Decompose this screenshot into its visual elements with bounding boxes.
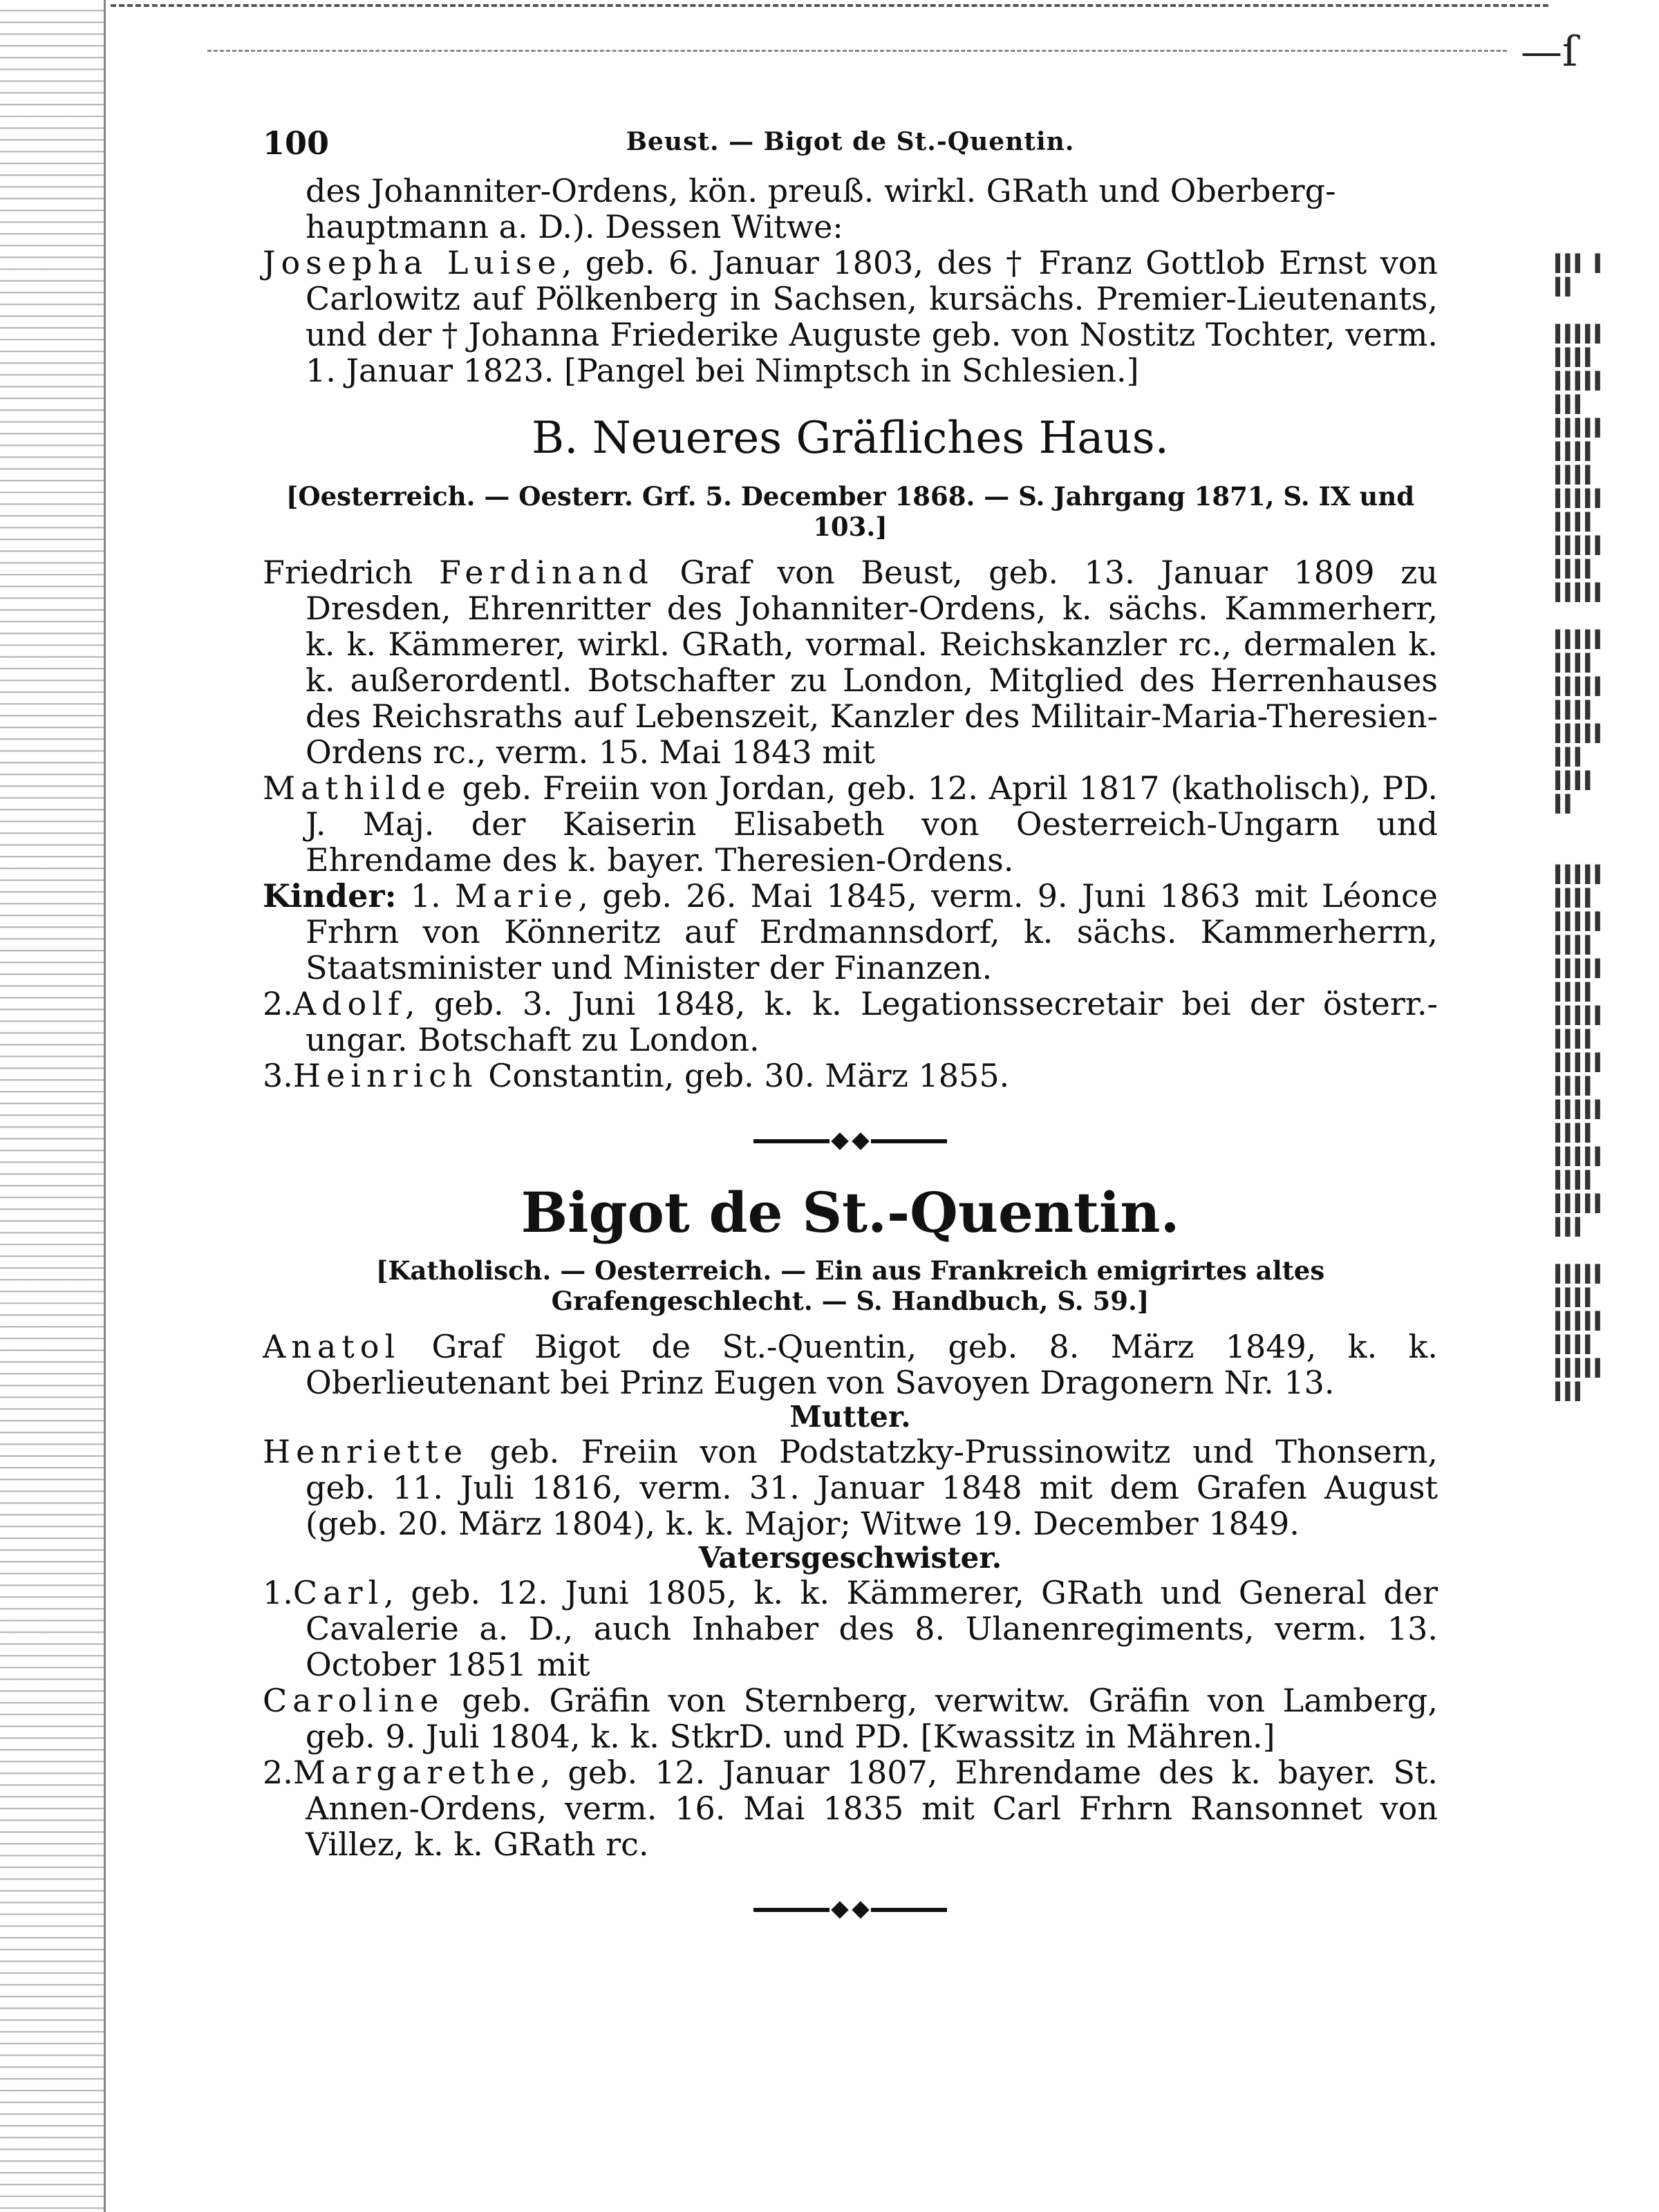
- name-mathilde: Mathilde: [263, 769, 451, 807]
- carl-num: 1.: [263, 1574, 293, 1611]
- entry-kinder-marie: [263, 878, 1438, 986]
- bigot-note: [Katholisch. — Oesterreich. — Ein aus Frankreich emigrirtes altes Grafengeschlecht. — S. Handbuch, S. 59.]: [375, 1255, 1325, 1316]
- name-adolf: Adolf: [292, 985, 405, 1022]
- entry-adolf: [263, 986, 1438, 1058]
- section-ornament-2: [263, 1904, 1438, 1916]
- entry-henriette: [263, 1434, 1438, 1541]
- entry-caroline: [263, 1683, 1438, 1754]
- entry-margarethe: [263, 1754, 1438, 1862]
- edge-mark: —ſ: [1521, 28, 1578, 76]
- family-title-bigot: Bigot de St.-Quentin.: [521, 1180, 1180, 1245]
- entry-josepha: [263, 245, 1438, 388]
- text-josepha: , geb. 6. Januar 1803, des † Franz Gottlob Ernst von Carlowitz auf Pölkenberg in Sachsen, kursächs. Premier-Lieutenants, und der † Johanna Friederike Auguste geb. von Nostitz Tochter, verm. 1. Januar 1823. [Pangel bei Nimptsch in Schlesien.]: [306, 244, 1438, 389]
- text-anatol: Graf Bigot de St.-Quentin, geb. 8. März 1849, k. k. Oberlieutenant bei Prinz Eugen von Savoyen Dragonern Nr. 13.: [306, 1328, 1438, 1401]
- section-b-block: [263, 554, 1438, 1094]
- top-scan-rule-2: [207, 50, 1507, 52]
- text-caroline: geb. Gräfin von Sternberg, verwitw. Gräfin von Lamberg, geb. 9. Juli 1804, k. k. StkrD. und PD. [Kwassitz in Mähren.]: [306, 1682, 1438, 1755]
- kind3-num: 3.: [263, 1057, 293, 1094]
- subhead-mutter: Mutter.: [789, 1400, 911, 1434]
- running-head: Beust. — Bigot de St.-Quentin.: [626, 127, 1075, 156]
- book-page: [263, 118, 1438, 2177]
- name-caroline: Caroline: [263, 1682, 444, 1719]
- text-mathilde: geb. Freiin von Jordan, geb. 12. April 1817 (katholisch), PD. J. Maj. der Kaiserin Elisabeth von Oesterreich-Ungarn und Ehrendame des k. bayer. Theresien-Ordens.: [306, 769, 1438, 879]
- entry-carl: [263, 1575, 1438, 1683]
- bigot-block: [263, 1329, 1438, 1862]
- adjacent-page-strip: ▌▌▌ ▌ ▌▌ ▌▌▌▌▌ ▌▌▌▌ ▌▌▌▌▌ ▌▌▌ ▌▌▌▌▌ ▌▌▌▌ ▌▌▌▌ ▌▌▌▌▌ ▌▌▌▌ ▌▌▌▌▌ ▌▌▌▌ ▌▌▌▌▌ ▌▌▌▌▌ ▌▌▌▌ ▌▌▌▌▌ ▌▌▌▌ ▌▌▌▌▌ ▌▌▌ ▌▌▌▌ ▌▌ ▌▌▌▌▌ ▌▌▌▌ ▌▌▌▌▌ ▌▌▌▌ ▌▌▌▌▌ ▌▌▌▌ ▌▌▌▌▌ ▌▌▌▌ ▌▌▌▌▌ ▌▌▌▌ ▌▌▌▌▌ ▌▌▌▌ ▌▌▌▌▌ ▌▌▌▌ ▌▌▌▌▌ ▌▌▌ ▌▌▌▌▌ ▌▌▌▌ ▌▌▌▌▌ ▌▌▌▌ ▌▌▌▌▌ ▌▌▌: [1555, 254, 1606, 1401]
- continuation-line-2: hauptmann a. D.). Dessen Witwe:: [306, 208, 843, 245]
- pre-friedrich: Friedrich: [263, 554, 439, 591]
- name-friedrich: Ferdinand: [439, 554, 654, 591]
- entry-anatol: [263, 1329, 1438, 1400]
- entry-mathilde: [263, 770, 1438, 878]
- text-margarethe: , geb. 12. Januar 1807, Ehrendame des k. bayer. St. Annen-Ordens, verm. 16. Mai 1835 mit Carl Frhrn Ransonnet von Villez, k. k. GRath rc.: [306, 1754, 1438, 1863]
- text-heinrich: Constantin, geb. 30. März 1855.: [478, 1057, 1010, 1094]
- text-adolf: , geb. 3. Juni 1848, k. k. Legationssecretair bei der österr.-ungar. Botschaft zu London.: [306, 985, 1438, 1058]
- kinder-label: Kinder:: [263, 877, 397, 915]
- text-carl: , geb. 12. Juni 1805, k. k. Kämmerer, GRath und General der Cavalerie a. D., auch Inhaber des 8. Ulanenregiments, verm. 13. October 1851 mit: [306, 1574, 1438, 1683]
- continuation-line-1: des Johanniter-Ordens, kön. preuß. wirkl. GRath und Oberberg-: [306, 172, 1336, 209]
- text-friedrich: Graf von Beust, geb. 13. Januar 1809 zu Dresden, Ehrenritter des Johanniter-Ordens, k. sächs. Kammerherr, k. k. Kämmerer, wirkl. GRath, vormal. Reichskanzler rc., dermalen k. k. außerordentl. Botschafter zu London, Mitglied des Herrenhauses des Reichsraths auf Lebenszeit, Kanzler des Militair-Maria-Theresien-Ordens rc., verm. 15. Mai 1843 mit: [306, 554, 1438, 771]
- name-anatol: Anatol: [263, 1328, 401, 1365]
- entry-friedrich: [263, 554, 1438, 770]
- margarethe-num: 2.: [263, 1754, 293, 1791]
- name-josepha: Josepha Luise: [263, 244, 562, 281]
- name-henriette: Henriette: [263, 1433, 469, 1470]
- page-header: [263, 118, 1438, 173]
- name-marie: Marie: [454, 877, 579, 915]
- text-marie: , geb. 26. Mai 1845, verm. 9. Juni 1863 mit Léonce Frhrn von Könneritz auf Erdmannsdorf, k. sächs. Kammerherrn, Staatsminister und Minister der Finanzen.: [306, 877, 1438, 986]
- name-margarethe: Margarethe: [292, 1754, 541, 1791]
- entry-heinrich: [263, 1058, 1438, 1094]
- book-binding-edge: [0, 0, 106, 2212]
- kind2-num: 2.: [263, 985, 293, 1022]
- section-b-note: [Oesterreich. — Oesterr. Grf. 5. December 1868. — S. Jahrgang 1871, S. IX und 103.]: [285, 481, 1415, 542]
- top-scan-rule: [111, 4, 1548, 7]
- section-heading-b: B. Neueres Gräfliches Haus.: [532, 413, 1169, 464]
- continuation-block: [263, 173, 1438, 388]
- name-heinrich: Heinrich: [292, 1057, 478, 1094]
- name-carl: Carl: [292, 1574, 384, 1611]
- text-henriette: geb. Freiin von Podstatzky-Prussinowitz und Thonsern, geb. 11. Juli 1816, verm. 31. Januar 1848 mit dem Grafen August (geb. 20. März 1804), k. k. Major; Witwe 19. December 1849.: [306, 1433, 1438, 1542]
- section-ornament-1: [263, 1135, 1438, 1147]
- subhead-vatersgeschwister: Vatersgeschwister.: [698, 1541, 1002, 1575]
- page-number: 100: [263, 124, 330, 162]
- kind1-num: 1.: [410, 877, 441, 915]
